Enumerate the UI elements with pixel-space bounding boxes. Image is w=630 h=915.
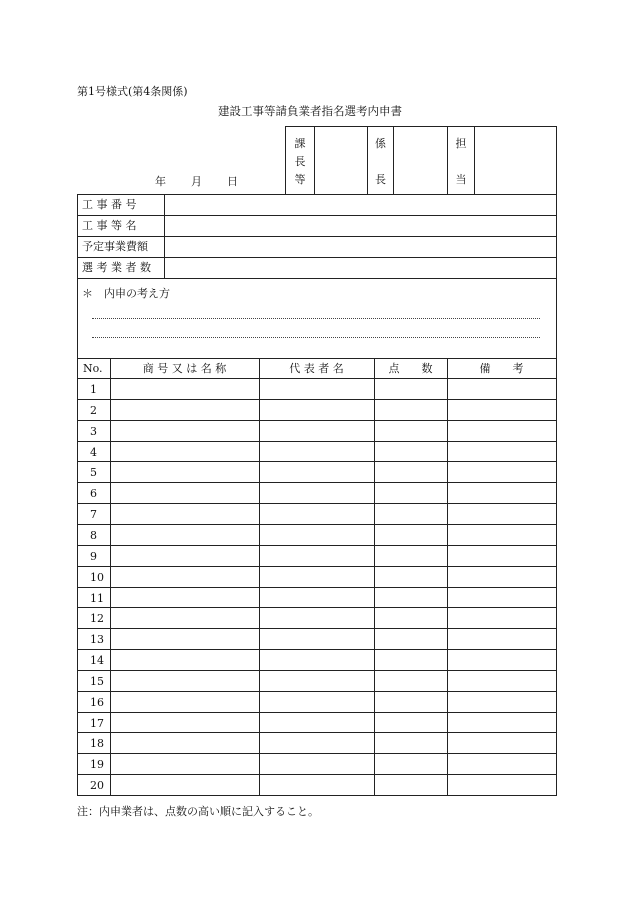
company-name-cell[interactable] [111, 567, 259, 587]
representative-cell[interactable] [260, 775, 374, 795]
stamp-staff-line-1: 担 [455, 137, 467, 150]
representative-cell[interactable] [260, 567, 374, 587]
company-name-cell[interactable] [111, 442, 259, 462]
score-cell[interactable] [375, 546, 447, 566]
remarks-cell[interactable] [448, 754, 556, 774]
remarks-cell[interactable] [448, 442, 556, 462]
stamp-staff-box[interactable] [475, 127, 556, 194]
stamp-chief-box[interactable] [394, 127, 447, 194]
score-cell[interactable] [375, 400, 447, 420]
representative-cell[interactable] [260, 379, 374, 399]
row-number: 18 [90, 737, 104, 750]
company-name-cell[interactable] [111, 379, 259, 399]
company-name-cell[interactable] [111, 421, 259, 441]
header-company-name: 商 号 又 は 名 称 [142, 362, 227, 375]
score-cell[interactable] [375, 713, 447, 733]
score-cell[interactable] [375, 567, 447, 587]
representative-cell[interactable] [260, 588, 374, 608]
representative-cell[interactable] [260, 525, 374, 545]
header-no: No. [83, 362, 103, 375]
remarks-cell[interactable] [448, 713, 556, 733]
representative-cell[interactable] [260, 629, 374, 649]
remarks-cell[interactable] [448, 692, 556, 712]
company-name-cell[interactable] [111, 483, 259, 503]
remarks-cell[interactable] [448, 567, 556, 587]
row-number: 20 [90, 779, 104, 792]
row-number: 5 [90, 466, 97, 479]
info-label-work-name: 工 事 等 名 [82, 219, 137, 232]
score-cell[interactable] [375, 462, 447, 482]
company-name-cell[interactable] [111, 462, 259, 482]
stamp-chief-line-1: 係 [375, 137, 386, 150]
row-number: 17 [90, 717, 104, 730]
score-cell[interactable] [375, 629, 447, 649]
score-cell[interactable] [375, 525, 447, 545]
row-number: 12 [90, 612, 104, 625]
remarks-cell[interactable] [448, 733, 556, 753]
representative-cell[interactable] [260, 671, 374, 691]
header-score: 点 数 [388, 362, 433, 375]
info-value-work-name[interactable] [168, 220, 552, 234]
representative-cell[interactable] [260, 462, 374, 482]
company-name-cell[interactable] [111, 775, 259, 795]
company-name-cell[interactable] [111, 671, 259, 691]
reason-text[interactable] [92, 303, 540, 317]
row-number: 2 [90, 404, 97, 417]
remarks-cell[interactable] [448, 775, 556, 795]
company-name-cell[interactable] [111, 525, 259, 545]
row-number: 3 [90, 425, 97, 438]
remarks-cell[interactable] [448, 379, 556, 399]
remarks-cell[interactable] [448, 421, 556, 441]
info-label-work-number: 工 事 番 号 [82, 198, 137, 211]
remarks-cell[interactable] [448, 671, 556, 691]
info-value-budget[interactable] [168, 241, 552, 255]
representative-cell[interactable] [260, 442, 374, 462]
reason-dotted-line-2 [92, 337, 540, 338]
row-number: 15 [90, 675, 104, 688]
row-number: 14 [90, 654, 104, 667]
info-label-vendor-count: 選 考 業 者 数 [82, 261, 151, 274]
score-cell[interactable] [375, 692, 447, 712]
stamp-chief-line-2: 長 [375, 173, 386, 186]
company-name-cell[interactable] [111, 608, 259, 628]
representative-cell[interactable] [260, 483, 374, 503]
date-year-label: 年 [155, 175, 166, 188]
info-label-budget: 予定事業費額 [82, 240, 148, 253]
company-name-cell[interactable] [111, 692, 259, 712]
row-number: 7 [90, 508, 97, 521]
representative-cell[interactable] [260, 692, 374, 712]
representative-cell[interactable] [260, 421, 374, 441]
footer-note: 注：内申業者は、点数の高い順に記入すること。 [77, 805, 319, 818]
form-number: 第1号様式(第4条関係) [77, 85, 188, 98]
info-value-vendor-count[interactable] [168, 262, 552, 276]
score-cell[interactable] [375, 483, 447, 503]
row-number: 19 [90, 758, 104, 771]
row-number: 11 [90, 592, 104, 605]
stamp-manager-line-2: 長 [294, 155, 306, 168]
remarks-cell[interactable] [448, 462, 556, 482]
company-name-cell[interactable] [111, 629, 259, 649]
score-cell[interactable] [375, 733, 447, 753]
company-name-cell[interactable] [111, 713, 259, 733]
company-name-cell[interactable] [111, 733, 259, 753]
date-day-label: 日 [227, 175, 238, 188]
company-name-cell[interactable] [111, 504, 259, 524]
representative-cell[interactable] [260, 650, 374, 670]
row-number: 13 [90, 633, 104, 646]
row-number: 4 [90, 446, 97, 459]
row-number: 10 [90, 571, 104, 584]
score-cell[interactable] [375, 504, 447, 524]
remarks-cell[interactable] [448, 629, 556, 649]
remarks-cell[interactable] [448, 608, 556, 628]
company-name-cell[interactable] [111, 754, 259, 774]
remarks-cell[interactable] [448, 546, 556, 566]
representative-cell[interactable] [260, 546, 374, 566]
date-month-label: 月 [191, 175, 202, 188]
score-cell[interactable] [375, 442, 447, 462]
document-title: 建設工事等請負業者指名選考内申書 [218, 104, 402, 118]
score-cell[interactable] [375, 650, 447, 670]
score-cell[interactable] [375, 754, 447, 774]
remarks-cell[interactable] [448, 525, 556, 545]
reason-dotted-line-1 [92, 318, 540, 319]
row-number: 8 [90, 529, 97, 542]
representative-cell[interactable] [260, 504, 374, 524]
header-representative: 代 表 者 名 [289, 362, 344, 375]
score-cell[interactable] [375, 588, 447, 608]
reason-label: ＊ 内申の考え方 [82, 287, 170, 300]
stamp-manager-line-1: 課 [294, 137, 306, 150]
row-number: 1 [90, 383, 97, 396]
row-number: 16 [90, 696, 104, 709]
row-number: 9 [90, 550, 97, 563]
company-name-cell[interactable] [111, 588, 259, 608]
representative-cell[interactable] [260, 754, 374, 774]
stamp-manager-line-3: 等 [294, 173, 306, 186]
representative-cell[interactable] [260, 608, 374, 628]
representative-cell[interactable] [260, 733, 374, 753]
representative-cell[interactable] [260, 713, 374, 733]
company-name-cell[interactable] [111, 400, 259, 420]
info-value-work-number[interactable] [168, 199, 552, 213]
score-cell[interactable] [375, 379, 447, 399]
remarks-cell[interactable] [448, 504, 556, 524]
row-number: 6 [90, 487, 97, 500]
score-cell[interactable] [375, 775, 447, 795]
remarks-cell[interactable] [448, 588, 556, 608]
company-name-cell[interactable] [111, 546, 259, 566]
remarks-cell[interactable] [448, 483, 556, 503]
stamp-staff-line-2: 当 [455, 173, 467, 186]
score-cell[interactable] [375, 608, 447, 628]
header-remarks: 備 考 [479, 362, 524, 375]
company-name-cell[interactable] [111, 650, 259, 670]
stamp-manager-box[interactable] [315, 127, 367, 194]
representative-cell[interactable] [260, 400, 374, 420]
remarks-cell[interactable] [448, 400, 556, 420]
score-cell[interactable] [375, 421, 447, 441]
score-cell[interactable] [375, 671, 447, 691]
remarks-cell[interactable] [448, 650, 556, 670]
